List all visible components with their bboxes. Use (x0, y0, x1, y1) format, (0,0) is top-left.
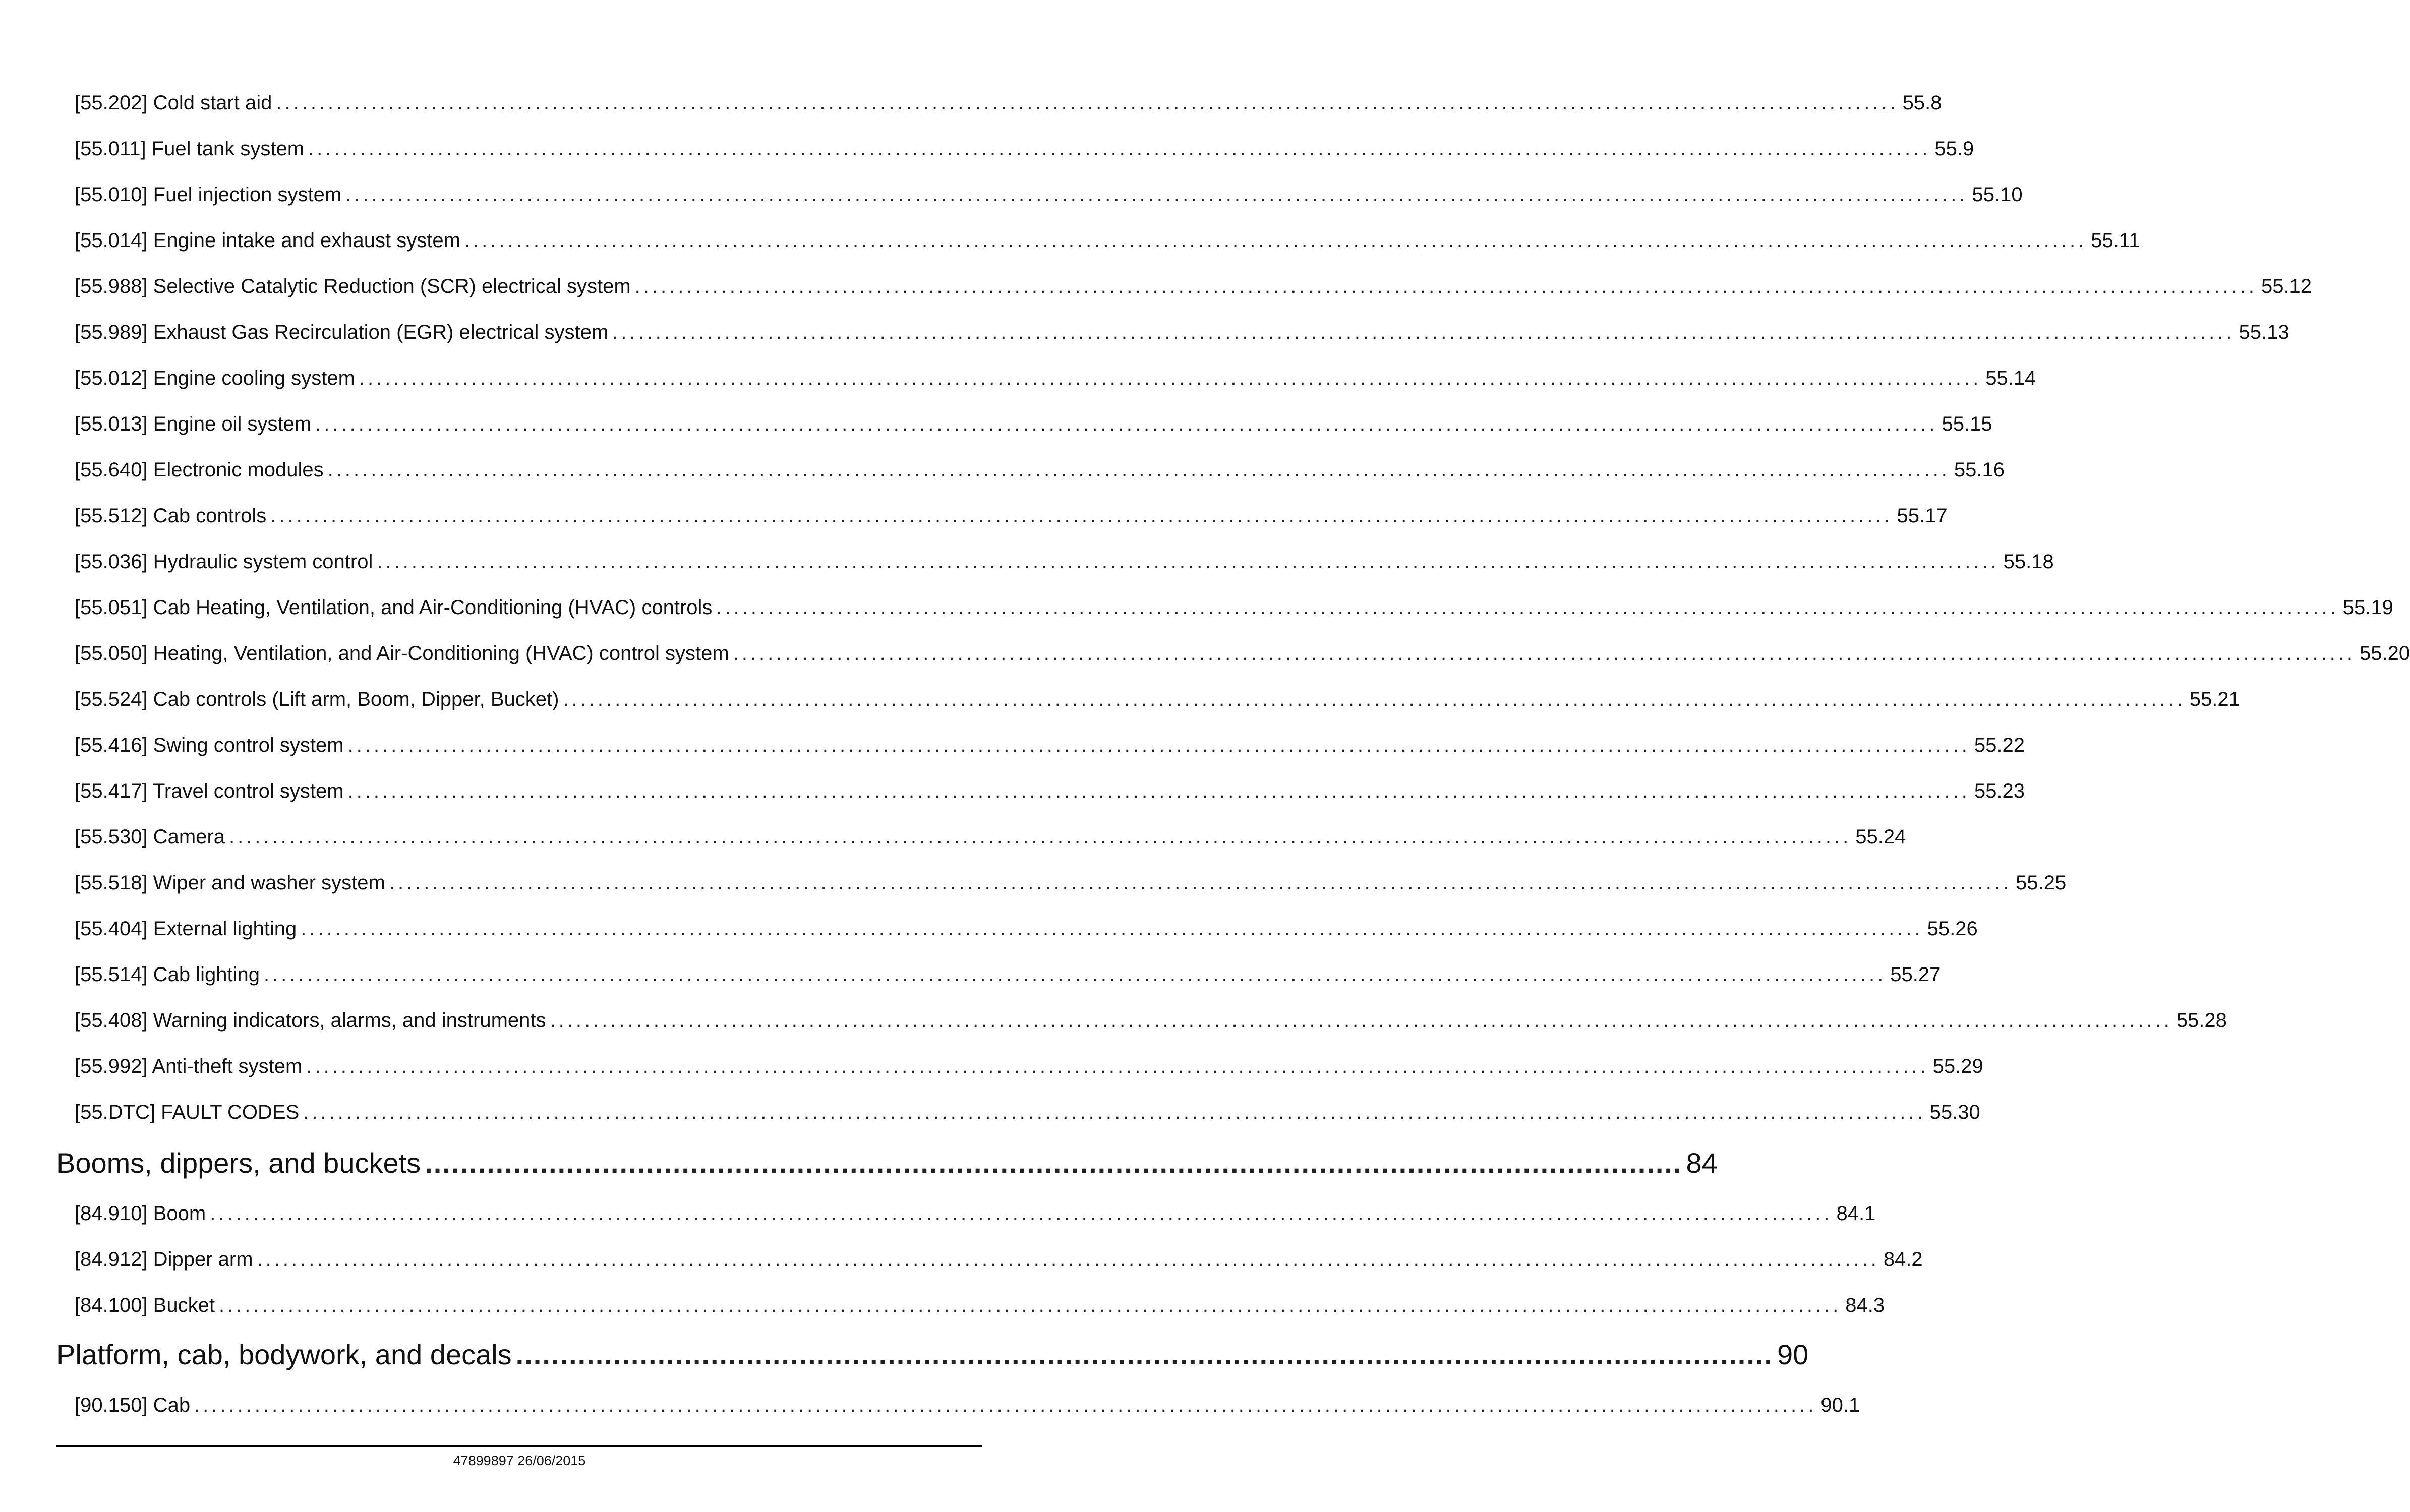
toc-section-page: 84 (1686, 1147, 1718, 1179)
toc-entry-page: 55.15 (1942, 413, 1992, 435)
toc-entry-page: 55.20 (2360, 642, 2410, 664)
toc-dot-leader: ............................................................................................................................................................................................ (563, 688, 2186, 710)
toc-entry-title: [55.989] Exhaust Gas Recirculation (EGR) electrical system (75, 321, 609, 343)
toc-dot-leader: .............................................................................................................................................. (515, 1339, 1773, 1370)
toc-entry-page: 55.27 (1890, 963, 1941, 986)
toc-entry-page: 55.17 (1897, 505, 1948, 527)
toc-entry[interactable] (75, 872, 2067, 894)
toc-entry[interactable] (75, 826, 1906, 849)
toc-entry[interactable] (75, 275, 2312, 298)
toc-entry-page: 55.22 (1974, 734, 2025, 756)
toc-dot-leader: ............................................................................................................................................................................................ (306, 1055, 1929, 1077)
toc-dot-leader: ............................................................................................................................................................................................ (228, 826, 1852, 848)
toc-entry-page: 55.29 (1932, 1055, 1983, 1077)
toc-entry-title: [55.050] Heating, Ventilation, and Air-Conditioning (HVAC) control system (75, 642, 729, 664)
toc-entry[interactable] (75, 1394, 1860, 1417)
toc-dot-leader: ............................................................................................................................................................................................ (347, 780, 1970, 802)
toc-entry-page: 84.2 (1883, 1248, 1923, 1271)
toc-entry-title: [55.014] Engine intake and exhaust system (75, 229, 460, 252)
toc-entry-title: [55.404] External lighting (75, 918, 297, 940)
toc-dot-leader: ............................................................................................................................................................................................ (733, 642, 2356, 664)
toc-dot-leader: ............................................................................................................................................................................................ (276, 92, 1899, 114)
toc-entry-page: 55.25 (2016, 872, 2067, 894)
toc-entry[interactable] (75, 184, 2023, 206)
toc-entry-page: 55.9 (1934, 138, 1974, 160)
toc-entry[interactable] (75, 1248, 1923, 1271)
toc-entry-page: 55.18 (2003, 551, 2054, 573)
toc-entry-title: [84.910] Boom (75, 1202, 206, 1225)
toc-entry-title: [55.DTC] FAULT CODES (75, 1101, 300, 1123)
toc-entry-page: 55.16 (1954, 459, 2005, 481)
toc-entry[interactable] (75, 505, 1948, 527)
toc-dot-leader: ............................................................................................................................................................................................ (257, 1248, 1879, 1271)
toc-dot-leader: ............................................................................................................................................................................................ (377, 551, 2000, 573)
toc-dot-leader: ............................................................................................................................................................................................ (716, 596, 2339, 619)
toc-entry-page: 55.28 (2176, 1009, 2227, 1032)
toc-dot-leader: ............................................................................................................................................................................................ (634, 275, 2257, 297)
toc-entry[interactable] (75, 367, 2036, 390)
toc-entry-title: [55.408] Warning indicators, alarms, and instruments (75, 1009, 546, 1032)
toc-entry-title: [55.518] Wiper and washer system (75, 872, 385, 894)
toc-entry-page: 55.12 (2261, 275, 2312, 297)
toc-dot-leader: .............................................................................................................................................. (425, 1147, 1682, 1179)
toc-entry-page: 90.1 (1820, 1394, 1860, 1416)
toc-entry[interactable] (75, 1202, 1876, 1225)
toc-entry-title: [55.036] Hydraulic system control (75, 551, 373, 573)
toc-entry[interactable] (75, 459, 2005, 481)
toc-entry[interactable] (75, 1294, 1885, 1317)
toc-dot-leader: ............................................................................................................................................................................................ (345, 184, 1968, 206)
toc-entry-page: 55.26 (1927, 918, 1978, 940)
toc-entry[interactable] (75, 138, 1974, 160)
toc-dot-leader: ............................................................................................................................................................................................ (612, 321, 2235, 343)
toc-entry[interactable] (75, 1009, 2227, 1032)
toc-entry-title: [55.013] Engine oil system (75, 413, 312, 435)
toc-entry[interactable] (75, 918, 1978, 940)
toc-section-heading[interactable] (56, 1146, 1718, 1179)
footer-divider (56, 1445, 982, 1447)
toc-entry-page: 55.13 (2239, 321, 2289, 343)
toc-entry-title: [55.051] Cab Heating, Ventilation, and Air-Conditioning (HVAC) controls (75, 596, 713, 619)
toc-entry[interactable] (75, 1055, 1983, 1078)
toc-entry[interactable] (75, 229, 2140, 252)
toc-entry-title: [84.100] Bucket (75, 1294, 215, 1316)
toc-entry[interactable] (75, 688, 2240, 711)
toc-dot-leader: ............................................................................................................................................................................................ (464, 229, 2087, 252)
toc-entry[interactable] (75, 642, 2410, 665)
toc-entry-title: [55.202] Cold start aid (75, 92, 272, 114)
toc-dot-leader: ............................................................................................................................................................................................ (270, 505, 1893, 527)
toc-entry-page: 84.3 (1845, 1294, 1885, 1316)
toc-entry-title: [55.416] Swing control system (75, 734, 344, 756)
toc-section-title: Booms, dippers, and buckets (56, 1147, 421, 1179)
toc-dot-leader: ............................................................................................................................................................................................ (315, 413, 1938, 435)
toc-entry[interactable] (75, 963, 1941, 986)
toc-dot-leader: ............................................................................................................................................................................................ (218, 1294, 1842, 1316)
toc-entry-title: [90.150] Cab (75, 1394, 191, 1416)
toc-entry[interactable] (75, 413, 1992, 436)
toc-dot-leader: ............................................................................................................................................................................................ (303, 1101, 1926, 1123)
footer-document-id: 47899897 26/06/2015 (453, 1453, 586, 1468)
toc-dot-leader: ............................................................................................................................................................................................ (301, 918, 1923, 940)
toc-entry[interactable] (75, 1101, 1980, 1124)
toc-dot-leader: ............................................................................................................................................................................................ (308, 138, 1931, 160)
toc-section-page: 90 (1777, 1339, 1809, 1370)
toc-dot-leader: ............................................................................................................................................................................................ (327, 459, 1950, 481)
toc-entry-title: [55.988] Selective Catalytic Reduction (SCR) electrical system (75, 275, 631, 297)
toc-entry-page: 55.21 (2189, 688, 2240, 710)
toc-entry[interactable] (75, 551, 2054, 573)
toc-dot-leader: ............................................................................................................................................................................................ (389, 872, 2012, 894)
toc-dot-leader: ............................................................................................................................................................................................ (359, 367, 1982, 389)
toc-dot-leader: ............................................................................................................................................................................................ (263, 963, 1887, 986)
toc-entry[interactable] (75, 596, 2393, 619)
toc-entry-page: 55.19 (2342, 596, 2393, 619)
toc-entry-page: 55.14 (1985, 367, 2036, 389)
toc-entry-page: 55.11 (2091, 229, 2140, 252)
toc-entry-page: 84.1 (1836, 1202, 1876, 1225)
toc-entry-title: [55.530] Camera (75, 826, 225, 848)
toc-entry-page: 55.8 (1902, 92, 1942, 114)
toc-entry-title: [84.912] Dipper arm (75, 1248, 253, 1271)
toc-entry-title: [55.524] Cab controls (Lift arm, Boom, Dipper, Bucket) (75, 688, 559, 710)
toc-entry[interactable] (75, 734, 2025, 757)
toc-entry-page: 55.30 (1929, 1101, 1980, 1123)
toc-section-heading[interactable] (56, 1338, 1809, 1371)
toc-dot-leader: ............................................................................................................................................................................................ (194, 1394, 1817, 1416)
toc-entry[interactable] (75, 321, 2289, 344)
toc-entry-title: [55.512] Cab controls (75, 505, 267, 527)
toc-entry-title: [55.012] Engine cooling system (75, 367, 355, 389)
toc-entry-title: [55.010] Fuel injection system (75, 184, 342, 206)
toc-entry-title: [55.640] Electronic modules (75, 459, 324, 481)
toc-dot-leader: ............................................................................................................................................................................................ (347, 734, 1970, 756)
toc-entry-page: 55.10 (1972, 184, 2023, 206)
toc-section-title: Platform, cab, bodywork, and decals (56, 1339, 512, 1370)
toc-entry-page: 55.24 (1855, 826, 1906, 848)
toc-entry-title: [55.992] Anti-theft system (75, 1055, 303, 1077)
toc-dot-leader: ............................................................................................................................................................................................ (550, 1009, 2172, 1032)
toc-entry-page: 55.23 (1974, 780, 2025, 802)
toc-entry[interactable] (75, 780, 2025, 803)
toc-entry-title: [55.514] Cab lighting (75, 963, 260, 986)
toc-dot-leader: ............................................................................................................................................................................................ (210, 1202, 1833, 1225)
toc-entry-title: [55.011] Fuel tank system (75, 138, 305, 160)
toc-entry[interactable] (75, 92, 1942, 114)
toc-entry-title: [55.417] Travel control system (75, 780, 344, 802)
